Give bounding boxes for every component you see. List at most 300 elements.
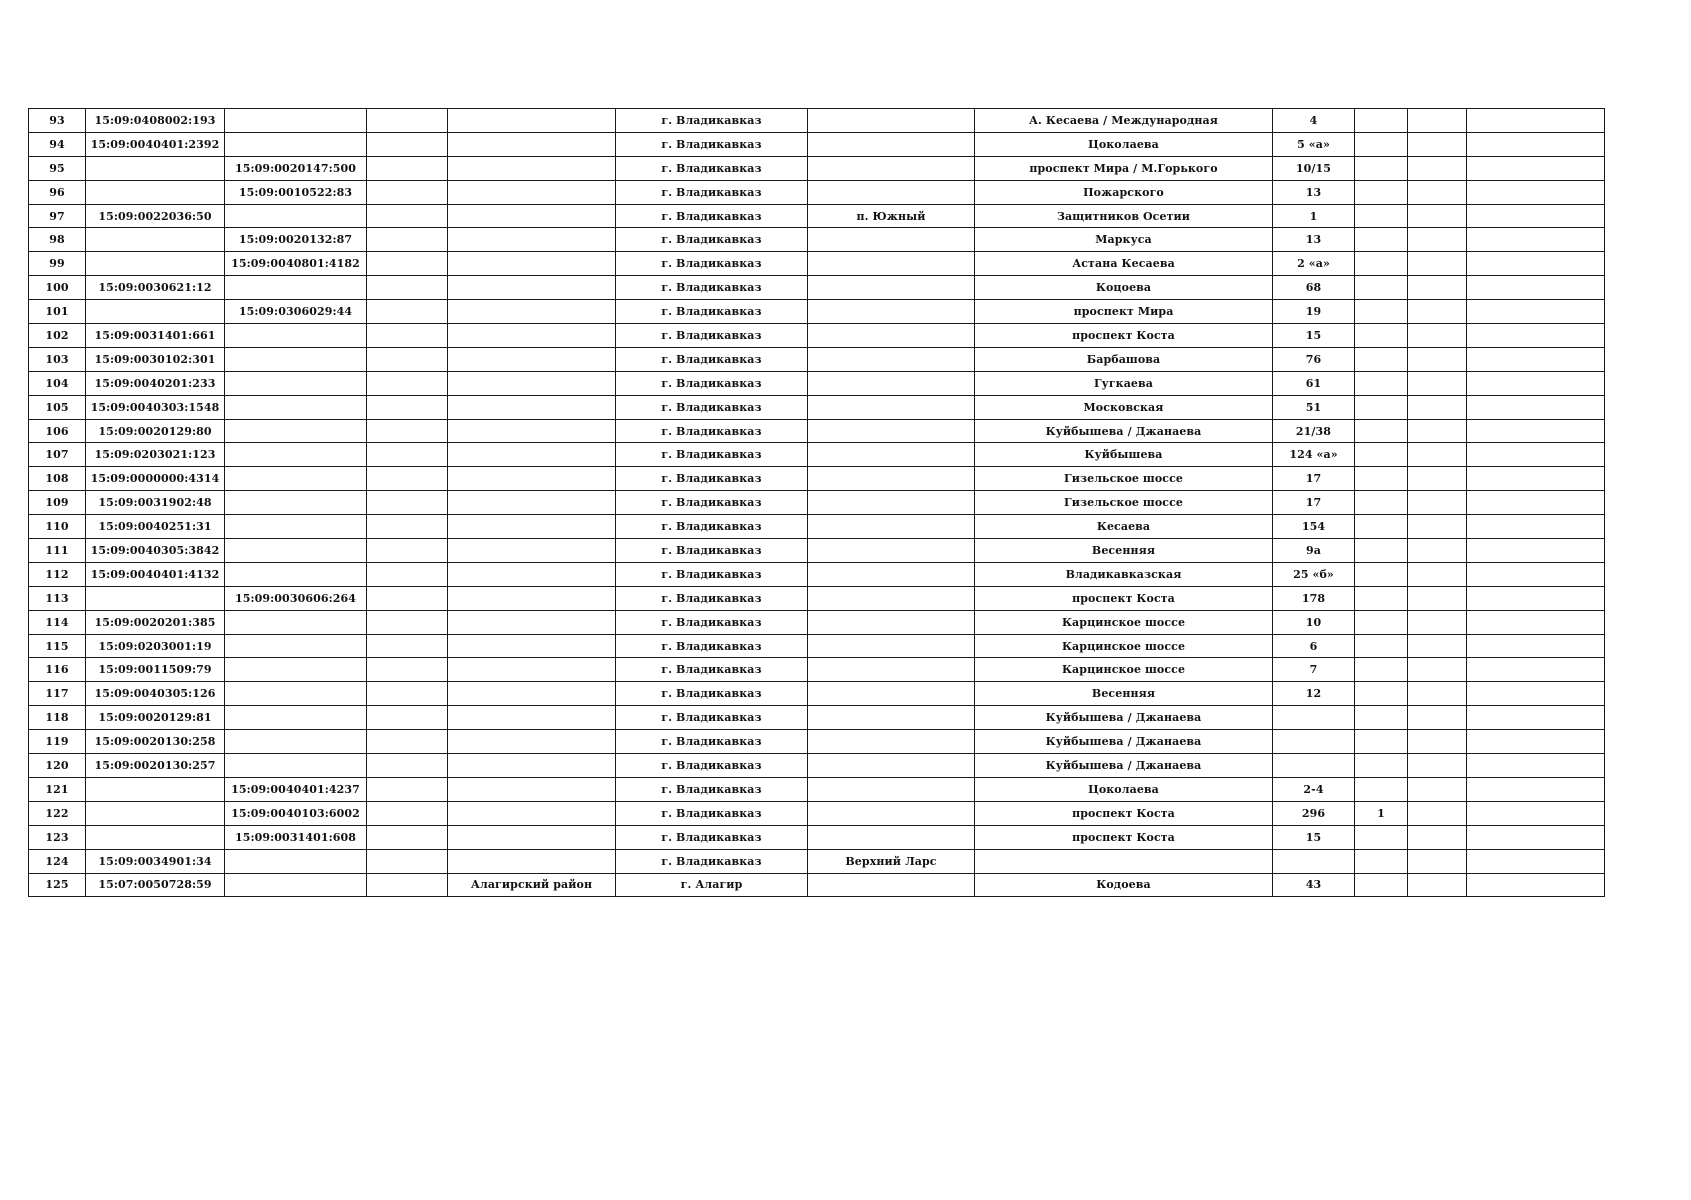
extra-cell: [1467, 754, 1605, 778]
extra-cell: [1355, 586, 1408, 610]
extra-cell: [1467, 395, 1605, 419]
street-cell: Гизельское шоссе: [975, 491, 1273, 515]
house-number-cell: 154: [1273, 515, 1355, 539]
city-cell: г. Владикавказ: [616, 634, 808, 658]
district-cell: [448, 132, 616, 156]
street-cell: Цоколаева: [975, 777, 1273, 801]
empty-cell: [367, 610, 448, 634]
extra-cell: [1355, 682, 1408, 706]
extra-cell: [1467, 180, 1605, 204]
cadastral-number-alt-cell: 15:09:0040401:4237: [225, 777, 367, 801]
row-number-cell: 116: [29, 658, 86, 682]
settlement-cell: [808, 467, 975, 491]
extra-cell: [1355, 443, 1408, 467]
street-cell: Карцинское шоссе: [975, 658, 1273, 682]
extra-cell: [1355, 252, 1408, 276]
street-cell: [975, 849, 1273, 873]
street-cell: Куйбышева: [975, 443, 1273, 467]
empty-cell: [367, 658, 448, 682]
extra-cell: [1408, 228, 1467, 252]
table-row: [29, 682, 1605, 706]
extra-cell: [1408, 873, 1467, 897]
city-cell: г. Владикавказ: [616, 801, 808, 825]
cadastral-number-cell: 15:09:0020130:257: [86, 754, 225, 778]
district-cell: [448, 419, 616, 443]
district-cell: [448, 515, 616, 539]
cadastral-number-cell: 15:09:0040201:233: [86, 371, 225, 395]
street-cell: Пожарского: [975, 180, 1273, 204]
cadastral-number-alt-cell: 15:09:0010522:83: [225, 180, 367, 204]
cadastral-number-alt-cell: [225, 658, 367, 682]
district-cell: [448, 730, 616, 754]
extra-cell: [1355, 634, 1408, 658]
settlement-cell: [808, 658, 975, 682]
house-number-cell: 17: [1273, 491, 1355, 515]
table-row: [29, 300, 1605, 324]
table-row: [29, 539, 1605, 563]
row-number-cell: 107: [29, 443, 86, 467]
extra-cell: [1467, 849, 1605, 873]
extra-cell: [1467, 539, 1605, 563]
district-cell: Алагирский район: [448, 873, 616, 897]
extra-cell: [1408, 634, 1467, 658]
extra-cell: [1408, 252, 1467, 276]
extra-cell: [1408, 132, 1467, 156]
street-cell: Владикавказская: [975, 562, 1273, 586]
extra-cell: [1408, 109, 1467, 133]
row-number-cell: 118: [29, 706, 86, 730]
extra-cell: [1408, 276, 1467, 300]
extra-cell: [1355, 658, 1408, 682]
extra-cell: [1355, 204, 1408, 228]
table-row: [29, 467, 1605, 491]
extra-cell: [1467, 610, 1605, 634]
city-cell: г. Владикавказ: [616, 109, 808, 133]
district-cell: [448, 586, 616, 610]
extra-cell: [1355, 873, 1408, 897]
extra-cell: [1408, 467, 1467, 491]
table-row: [29, 777, 1605, 801]
row-number-cell: 110: [29, 515, 86, 539]
extra-cell: [1355, 276, 1408, 300]
row-number-cell: 108: [29, 467, 86, 491]
extra-cell: [1408, 324, 1467, 348]
extra-cell: [1467, 252, 1605, 276]
extra-cell: [1467, 801, 1605, 825]
row-number-cell: 117: [29, 682, 86, 706]
extra-cell: [1355, 395, 1408, 419]
city-cell: г. Владикавказ: [616, 682, 808, 706]
table-row: [29, 371, 1605, 395]
settlement-cell: [808, 395, 975, 419]
cadastral-number-alt-cell: [225, 562, 367, 586]
house-number-cell: 7: [1273, 658, 1355, 682]
table-row: [29, 634, 1605, 658]
extra-cell: [1467, 777, 1605, 801]
table-row: [29, 730, 1605, 754]
empty-cell: [367, 586, 448, 610]
street-cell: проспект Коста: [975, 801, 1273, 825]
cadastral-number-cell: [86, 586, 225, 610]
street-cell: проспект Коста: [975, 586, 1273, 610]
extra-cell: [1355, 347, 1408, 371]
city-cell: г. Владикавказ: [616, 132, 808, 156]
extra-cell: [1408, 610, 1467, 634]
city-cell: г. Владикавказ: [616, 825, 808, 849]
house-number-cell: 9а: [1273, 539, 1355, 563]
extra-cell: [1467, 347, 1605, 371]
district-cell: [448, 109, 616, 133]
cadastral-number-cell: 15:09:0022036:50: [86, 204, 225, 228]
row-number-cell: 98: [29, 228, 86, 252]
settlement-cell: [808, 419, 975, 443]
cadastral-number-alt-cell: [225, 706, 367, 730]
street-cell: проспект Коста: [975, 324, 1273, 348]
row-number-cell: 120: [29, 754, 86, 778]
cadastral-number-alt-cell: [225, 467, 367, 491]
table-row: [29, 706, 1605, 730]
cadastral-number-alt-cell: 15:09:0031401:608: [225, 825, 367, 849]
district-cell: [448, 371, 616, 395]
cadastral-number-alt-cell: [225, 515, 367, 539]
cadastral-number-alt-cell: [225, 276, 367, 300]
row-number-cell: 101: [29, 300, 86, 324]
extra-cell: [1408, 204, 1467, 228]
house-number-cell: 12: [1273, 682, 1355, 706]
empty-cell: [367, 156, 448, 180]
extra-cell: [1408, 849, 1467, 873]
extra-cell: [1467, 204, 1605, 228]
city-cell: г. Владикавказ: [616, 324, 808, 348]
cadastral-number-cell: [86, 252, 225, 276]
table-row: [29, 252, 1605, 276]
row-number-cell: 106: [29, 419, 86, 443]
district-cell: [448, 754, 616, 778]
row-number-cell: 102: [29, 324, 86, 348]
cadastral-number-alt-cell: 15:09:0040801:4182: [225, 252, 367, 276]
table-row: [29, 347, 1605, 371]
house-number-cell: [1273, 706, 1355, 730]
table-row: [29, 658, 1605, 682]
district-cell: [448, 825, 616, 849]
row-number-cell: 121: [29, 777, 86, 801]
extra-cell: [1408, 491, 1467, 515]
property-registry-table: [28, 108, 1605, 897]
settlement-cell: п. Южный: [808, 204, 975, 228]
extra-cell: [1467, 515, 1605, 539]
extra-cell: [1467, 228, 1605, 252]
city-cell: г. Владикавказ: [616, 371, 808, 395]
cadastral-number-cell: 15:09:0040305:3842: [86, 539, 225, 563]
cadastral-number-cell: [86, 228, 225, 252]
extra-cell: [1467, 562, 1605, 586]
empty-cell: [367, 706, 448, 730]
house-number-cell: 15: [1273, 324, 1355, 348]
city-cell: г. Владикавказ: [616, 539, 808, 563]
house-number-cell: 10: [1273, 610, 1355, 634]
cadastral-number-alt-cell: [225, 849, 367, 873]
cadastral-number-alt-cell: 15:09:0306029:44: [225, 300, 367, 324]
extra-cell: [1467, 586, 1605, 610]
extra-cell: [1408, 562, 1467, 586]
extra-cell: [1355, 419, 1408, 443]
extra-cell: [1355, 849, 1408, 873]
extra-cell: [1467, 132, 1605, 156]
extra-cell: [1467, 682, 1605, 706]
street-cell: Куйбышева / Джанаева: [975, 419, 1273, 443]
cadastral-number-alt-cell: [225, 682, 367, 706]
cadastral-number-cell: [86, 801, 225, 825]
table-row: [29, 109, 1605, 133]
table-row: [29, 443, 1605, 467]
cadastral-number-alt-cell: 15:09:0020147:500: [225, 156, 367, 180]
house-number-cell: 13: [1273, 228, 1355, 252]
settlement-cell: [808, 180, 975, 204]
row-number-cell: 95: [29, 156, 86, 180]
row-number-cell: 113: [29, 586, 86, 610]
cadastral-number-cell: 15:09:0030621:12: [86, 276, 225, 300]
city-cell: г. Владикавказ: [616, 156, 808, 180]
district-cell: [448, 706, 616, 730]
extra-cell: [1467, 324, 1605, 348]
cadastral-number-alt-cell: 15:09:0020132:87: [225, 228, 367, 252]
city-cell: г. Владикавказ: [616, 180, 808, 204]
extra-cell: [1408, 825, 1467, 849]
extra-cell: [1408, 754, 1467, 778]
cadastral-number-cell: 15:09:0040303:1548: [86, 395, 225, 419]
street-cell: Весенняя: [975, 682, 1273, 706]
house-number-cell: 43: [1273, 873, 1355, 897]
settlement-cell: [808, 515, 975, 539]
row-number-cell: 103: [29, 347, 86, 371]
table-row: [29, 825, 1605, 849]
row-number-cell: 105: [29, 395, 86, 419]
row-number-cell: 119: [29, 730, 86, 754]
district-cell: [448, 562, 616, 586]
city-cell: г. Владикавказ: [616, 252, 808, 276]
document-sheet: [28, 108, 1605, 897]
settlement-cell: [808, 562, 975, 586]
settlement-cell: [808, 491, 975, 515]
settlement-cell: [808, 873, 975, 897]
street-cell: Кодоева: [975, 873, 1273, 897]
extra-cell: [1467, 730, 1605, 754]
street-cell: Астана Кесаева: [975, 252, 1273, 276]
empty-cell: [367, 562, 448, 586]
row-number-cell: 100: [29, 276, 86, 300]
table-row: [29, 801, 1605, 825]
extra-cell: [1467, 109, 1605, 133]
settlement-cell: [808, 539, 975, 563]
extra-cell: [1408, 347, 1467, 371]
city-cell: г. Владикавказ: [616, 562, 808, 586]
city-cell: г. Владикавказ: [616, 204, 808, 228]
district-cell: [448, 204, 616, 228]
cadastral-number-cell: 15:09:0034901:34: [86, 849, 225, 873]
settlement-cell: [808, 682, 975, 706]
row-number-cell: 122: [29, 801, 86, 825]
empty-cell: [367, 443, 448, 467]
cadastral-number-cell: 15:09:0203001:19: [86, 634, 225, 658]
house-number-cell: 296: [1273, 801, 1355, 825]
cadastral-number-cell: 15:09:0031401:661: [86, 324, 225, 348]
row-number-cell: 109: [29, 491, 86, 515]
cadastral-number-cell: [86, 777, 225, 801]
extra-cell: [1408, 706, 1467, 730]
settlement-cell: [808, 228, 975, 252]
extra-cell: [1467, 276, 1605, 300]
district-cell: [448, 801, 616, 825]
cadastral-number-alt-cell: [225, 754, 367, 778]
street-cell: проспект Коста: [975, 825, 1273, 849]
table-row: [29, 515, 1605, 539]
empty-cell: [367, 419, 448, 443]
empty-cell: [367, 730, 448, 754]
street-cell: Маркуса: [975, 228, 1273, 252]
house-number-cell: 76: [1273, 347, 1355, 371]
cadastral-number-cell: 15:09:0020201:385: [86, 610, 225, 634]
extra-cell: [1408, 395, 1467, 419]
extra-cell: [1355, 467, 1408, 491]
table-row: [29, 419, 1605, 443]
extra-cell: [1467, 419, 1605, 443]
row-number-cell: 124: [29, 849, 86, 873]
extra-cell: [1467, 467, 1605, 491]
district-cell: [448, 347, 616, 371]
extra-cell: [1355, 156, 1408, 180]
extra-cell: [1355, 324, 1408, 348]
street-cell: А. Кесаева / Международная: [975, 109, 1273, 133]
table-row: [29, 610, 1605, 634]
cadastral-number-cell: 15:09:0040401:2392: [86, 132, 225, 156]
cadastral-number-alt-cell: [225, 395, 367, 419]
settlement-cell: [808, 706, 975, 730]
city-cell: г. Владикавказ: [616, 491, 808, 515]
street-cell: Карцинское шоссе: [975, 610, 1273, 634]
district-cell: [448, 443, 616, 467]
district-cell: [448, 156, 616, 180]
table-row: [29, 395, 1605, 419]
extra-cell: [1355, 371, 1408, 395]
house-number-cell: 13: [1273, 180, 1355, 204]
empty-cell: [367, 228, 448, 252]
row-number-cell: 125: [29, 873, 86, 897]
table-row: [29, 849, 1605, 873]
cadastral-number-alt-cell: [225, 324, 367, 348]
cadastral-number-cell: 15:09:0030102:301: [86, 347, 225, 371]
settlement-cell: [808, 109, 975, 133]
extra-cell: [1467, 443, 1605, 467]
extra-cell: [1355, 132, 1408, 156]
cadastral-number-cell: 15:09:0040305:126: [86, 682, 225, 706]
street-cell: Гугкаева: [975, 371, 1273, 395]
district-cell: [448, 395, 616, 419]
row-number-cell: 104: [29, 371, 86, 395]
cadastral-number-cell: [86, 300, 225, 324]
extra-cell: [1408, 539, 1467, 563]
house-number-cell: 15: [1273, 825, 1355, 849]
house-number-cell: 2-4: [1273, 777, 1355, 801]
row-number-cell: 96: [29, 180, 86, 204]
district-cell: [448, 228, 616, 252]
cadastral-number-alt-cell: [225, 419, 367, 443]
house-number-cell: 10/15: [1273, 156, 1355, 180]
extra-cell: [1467, 706, 1605, 730]
empty-cell: [367, 252, 448, 276]
street-cell: Барбашова: [975, 347, 1273, 371]
empty-cell: [367, 347, 448, 371]
extra-cell: [1467, 825, 1605, 849]
cadastral-number-cell: 15:09:0020130:258: [86, 730, 225, 754]
city-cell: г. Владикавказ: [616, 300, 808, 324]
empty-cell: [367, 682, 448, 706]
empty-cell: [367, 395, 448, 419]
district-cell: [448, 539, 616, 563]
cadastral-number-cell: 15:09:0040401:4132: [86, 562, 225, 586]
table-row: [29, 324, 1605, 348]
district-cell: [448, 300, 616, 324]
extra-cell: [1467, 873, 1605, 897]
city-cell: г. Владикавказ: [616, 515, 808, 539]
cadastral-number-cell: 15:09:0011509:79: [86, 658, 225, 682]
settlement-cell: [808, 634, 975, 658]
district-cell: [448, 467, 616, 491]
row-number-cell: 94: [29, 132, 86, 156]
district-cell: [448, 634, 616, 658]
extra-cell: 1: [1355, 801, 1408, 825]
empty-cell: [367, 467, 448, 491]
table-row: [29, 180, 1605, 204]
empty-cell: [367, 825, 448, 849]
table-row: [29, 873, 1605, 897]
extra-cell: [1355, 109, 1408, 133]
empty-cell: [367, 539, 448, 563]
settlement-cell: [808, 252, 975, 276]
cadastral-number-cell: 15:09:0031902:48: [86, 491, 225, 515]
table-row: [29, 156, 1605, 180]
street-cell: Куйбышева / Джанаева: [975, 730, 1273, 754]
row-number-cell: 97: [29, 204, 86, 228]
extra-cell: [1467, 491, 1605, 515]
empty-cell: [367, 204, 448, 228]
extra-cell: [1467, 371, 1605, 395]
extra-cell: [1355, 730, 1408, 754]
extra-cell: [1467, 658, 1605, 682]
extra-cell: [1408, 371, 1467, 395]
settlement-cell: [808, 586, 975, 610]
cadastral-number-alt-cell: 15:09:0030606:264: [225, 586, 367, 610]
house-number-cell: 1: [1273, 204, 1355, 228]
house-number-cell: [1273, 849, 1355, 873]
city-cell: г. Владикавказ: [616, 347, 808, 371]
city-cell: г. Владикавказ: [616, 395, 808, 419]
empty-cell: [367, 873, 448, 897]
house-number-cell: 61: [1273, 371, 1355, 395]
cadastral-number-cell: 15:09:0020129:80: [86, 419, 225, 443]
cadastral-number-cell: 15:09:0000000:4314: [86, 467, 225, 491]
cadastral-number-alt-cell: [225, 371, 367, 395]
extra-cell: [1355, 610, 1408, 634]
cadastral-number-cell: 15:09:0408002:193: [86, 109, 225, 133]
extra-cell: [1408, 300, 1467, 324]
table-row: [29, 132, 1605, 156]
house-number-cell: 124 «а»: [1273, 443, 1355, 467]
cadastral-number-alt-cell: [225, 634, 367, 658]
extra-cell: [1408, 730, 1467, 754]
cadastral-number-alt-cell: [225, 132, 367, 156]
extra-cell: [1355, 515, 1408, 539]
extra-cell: [1355, 706, 1408, 730]
